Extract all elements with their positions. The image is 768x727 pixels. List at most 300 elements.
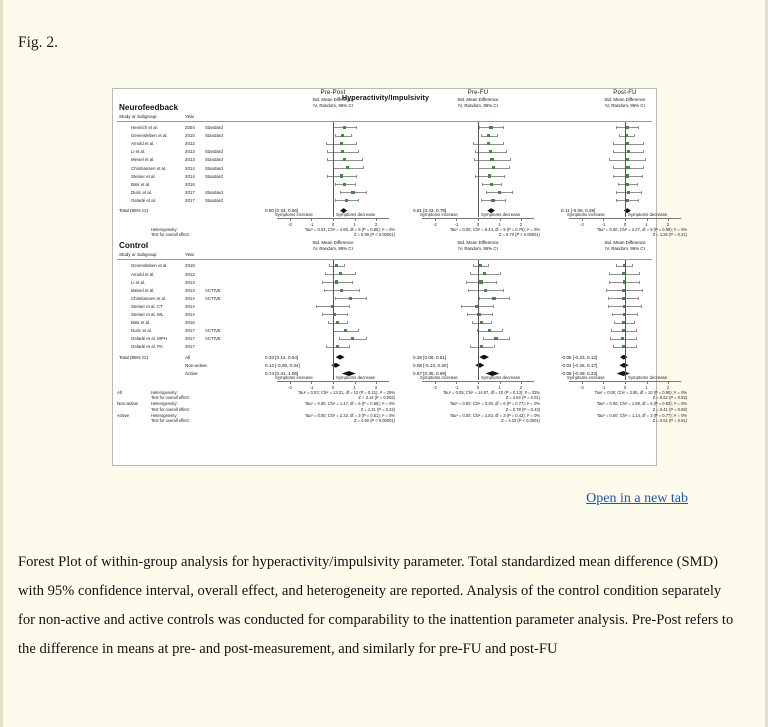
ci-cap (494, 345, 495, 348)
column-subtitle-2: IV, Random, 95% CI (458, 102, 498, 108)
study-marker (491, 199, 494, 202)
axis-tick-label: -2 (433, 384, 437, 390)
axis-caption-left: Symptoms increase (420, 374, 458, 380)
study-marker (494, 337, 497, 340)
total-subgroup: All (185, 354, 191, 360)
study-name: Bink et al. (131, 320, 151, 326)
column-subtitle-1: Std. Mean Difference (312, 240, 354, 246)
study-name: Li et al. (131, 279, 146, 285)
study-name: Arnold et al. (131, 141, 155, 147)
ci-cap (355, 272, 356, 275)
axis-tick-label: 0 (623, 384, 627, 390)
overall-effect-stat-prepost: Z = 4.50 (P < 0.00001) (353, 417, 395, 423)
ci-cap (641, 305, 642, 308)
ci-cap (366, 191, 367, 194)
ci-cap (608, 297, 609, 300)
ci-cap (616, 126, 617, 129)
study-condition: ACTIVE (205, 336, 221, 342)
ci-cap (461, 305, 462, 308)
study-marker (489, 150, 492, 153)
ci-cap (322, 281, 323, 284)
ci-cap (326, 345, 327, 348)
study-year: 2016 (185, 181, 195, 187)
ci-cap (636, 337, 637, 340)
study-marker (343, 126, 346, 129)
effect-estimate-prefu: 0.08 [-0.13, 0.30] (413, 362, 448, 368)
axis-tick-label: 1 (645, 221, 648, 227)
axis-caption-right: Symptoms decrease (481, 374, 521, 380)
ci-cap (351, 134, 352, 137)
study-year: 2013 (185, 279, 195, 285)
study-marker (626, 158, 629, 161)
ci-cap (327, 150, 328, 153)
ci-cap (509, 297, 510, 300)
effect-estimate-postfu: 0.11 [-0.06, 0.28] (561, 208, 596, 213)
ci-cap (643, 142, 644, 145)
study-marker (626, 183, 629, 186)
study-marker (480, 345, 483, 348)
study-name: Christiansen et al. (131, 295, 167, 301)
ci-cap (328, 321, 329, 324)
study-year: 2014 (185, 295, 195, 301)
ci-cap (356, 142, 357, 145)
ci-cap (639, 272, 640, 275)
ci-cap (506, 150, 507, 153)
axis-caption-left: Symptoms increase (275, 374, 313, 380)
ci-cap (610, 337, 611, 340)
study-marker (343, 158, 346, 161)
ci-cap (642, 175, 643, 178)
summary-diamond (475, 363, 484, 368)
column-header-prepost (273, 91, 393, 108)
study-marker (340, 289, 343, 292)
study-year: 2014 (185, 173, 195, 179)
study-marker (335, 280, 338, 283)
column-title: Pre-FU (467, 90, 489, 96)
axis-tick-label: -1 (454, 384, 459, 390)
ci-cap (613, 175, 614, 178)
total-label: Total (95% CI) (119, 208, 149, 213)
axis-caption-right: Symptoms decrease (481, 211, 521, 217)
ci-cap (481, 199, 482, 202)
total-subgroup: Non-active (185, 362, 207, 368)
summary-diamond (336, 355, 345, 360)
axis-caption-right: Symptoms decrease (336, 374, 376, 380)
overall-effect-stat-postfu: Z = 0.51 (P = 0.61) (652, 417, 687, 423)
heterogeneity-label: Heterogeneity: (151, 412, 178, 418)
study-marker (335, 264, 338, 267)
ci-cap (363, 166, 364, 169)
axis-tick-label: 0 (476, 384, 480, 390)
study-condition: Standard (205, 197, 223, 203)
axis-tick-label: 2 (374, 221, 378, 227)
axis-tick-label: 1 (498, 384, 501, 390)
ci-cap (501, 183, 502, 186)
ci-cap (638, 199, 639, 202)
study-condition: Standard (205, 165, 223, 171)
ci-cap (467, 313, 468, 316)
overall-effect-stat-prefu: Z = 4.10 (P < 0.0001) (501, 417, 540, 423)
study-year: 2013 (185, 149, 195, 155)
ci-cap (349, 305, 350, 308)
zero-line (333, 122, 334, 217)
stats-subgroup-label: All (117, 390, 122, 396)
study-marker (489, 126, 492, 129)
column-header-postfu (565, 240, 685, 251)
study-marker (626, 174, 629, 177)
ci-cap (358, 150, 359, 153)
ci-cap (636, 329, 637, 332)
column-title: Pre-Post (320, 90, 346, 96)
ci-cap (510, 158, 511, 161)
overall-effect-stat-prefu: Z = 6.70 (P < 0.00001) (498, 232, 540, 238)
study-marker (341, 134, 344, 137)
study-name: Meisel et al. (131, 287, 155, 293)
column-title: Post-FU (613, 90, 637, 96)
ci-cap (503, 126, 504, 129)
summary-diamond (620, 355, 628, 360)
effect-estimate-prepost: 0.33 [0.12, 0.54] (265, 354, 299, 360)
study-marker (626, 166, 629, 169)
heterogeneity-label: Heterogeneity: (151, 401, 178, 407)
axis-caption-right: Symptoms decrease (628, 211, 668, 217)
study-name: Meisel et al. (131, 157, 155, 163)
column-subtitle-1: Std. Mean Difference (604, 240, 646, 246)
ci-cap (472, 321, 473, 324)
axis-caption-left: Symptoms increase (567, 211, 605, 217)
figure-label: Fig. 2. (18, 34, 59, 51)
ci-cap (618, 183, 619, 186)
axis-tick-label: -2 (288, 221, 292, 227)
study-marker (483, 272, 486, 275)
column-subtitle-2: IV, Random, 95% CI (313, 102, 353, 108)
axis-tick-label: 0 (623, 221, 627, 227)
ci-cap (482, 183, 483, 186)
study-marker (479, 264, 482, 267)
header-study-or-subgroup: Study or Subgroup (119, 114, 157, 119)
ci-cap (614, 321, 615, 324)
study-marker (488, 329, 491, 332)
ci-cap (609, 272, 610, 275)
effect-estimate-prepost: 0.74 [0.41, 1.06] (265, 370, 299, 376)
zero-line (625, 260, 626, 380)
study-marker (344, 329, 347, 332)
study-condition: Standard (205, 125, 223, 130)
ci-cap (340, 191, 341, 194)
header-rule (117, 259, 652, 260)
effect-estimate-postfu: -0.04 [-0.26, 0.17] (561, 362, 598, 368)
study-year: 2012 (185, 271, 195, 277)
heterogeneity-stat-postfu: Tau² = 0.00; Chi² = 3.85, df = 10 (P = 0.95); I² = 0% (594, 390, 687, 396)
ci-cap (466, 281, 467, 284)
heterogeneity-stat-postfu: Tau² = 0.00; Chi² = 1.88, df = 6 (P = 0.93); I² = 0% (596, 401, 687, 407)
ci-cap (359, 289, 360, 292)
ci-cap (316, 305, 317, 308)
ci-cap (491, 321, 492, 324)
heterogeneity-stat-prepost: Tau² = 0.03; Chi² = 13.31, df = 10 (P = 0.21); I² = 25% (298, 390, 395, 396)
study-name: Geladé et al. PA (131, 344, 163, 350)
ci-cap (339, 337, 340, 340)
axis-tick-label: -1 (454, 221, 459, 227)
study-name: Li et al. (131, 149, 146, 155)
study-condition: Standard (205, 173, 223, 179)
study-year: 2012 (185, 141, 195, 147)
study-year: 2014 (185, 303, 195, 309)
axis-tick-label: 0 (331, 384, 335, 390)
ci-cap (497, 134, 498, 137)
open-in-new-tab-link[interactable]: Open in a new tab (586, 491, 688, 506)
heterogeneity-stat-prepost: Tau² = 0.03; Chi² = 4.86, df = 9 (P = 0.85); I² = 0% (304, 227, 395, 233)
ci-cap (637, 183, 638, 186)
axis-tick-label: 2 (666, 221, 670, 227)
figure-caption: Forest Plot of within-group analysis for hyperactivity/impulsivity parameter. Total standardized mean difference (SMD) with 95% confidence interval, overall effect, and heterogeneity are reported. Analysis of the control condition separately for non-active and active controls was conducted for comparability to the inattention parameter analysis. Pre-Post refers to the difference in means at pre- and post-measurement, and similarly for pre-FU and post-FU (18, 554, 734, 657)
study-marker (351, 337, 354, 340)
overall-effect-stat-postfu: Z = 0.62 (P = 0.53) (652, 395, 687, 401)
ci-cap (326, 142, 327, 145)
zero-line (478, 260, 479, 380)
total-label: Total (95% CI) (119, 354, 149, 360)
effect-estimate-prepost: 0.50 [0.33, 0.66] (265, 208, 299, 213)
ci-cap (496, 281, 497, 284)
ci-cap (473, 142, 474, 145)
axis-tick-label: 2 (519, 221, 523, 227)
study-marker (341, 150, 344, 153)
ci-cap (502, 329, 503, 332)
ci-cap (475, 175, 476, 178)
ci-cap (637, 313, 638, 316)
ci-cap (335, 297, 336, 300)
ci-cap (505, 199, 506, 202)
chart-title: Hyperactivity/Impulsivity (341, 93, 430, 102)
ci-cap (643, 150, 644, 153)
ci-cap (611, 329, 612, 332)
axis-tick-label: 0 (476, 221, 480, 227)
ci-cap (327, 175, 328, 178)
ci-cap (509, 166, 510, 169)
ci-cap (366, 297, 367, 300)
study-name: Gevensleben et al. (131, 263, 168, 269)
axis-tick-label: 1 (353, 221, 356, 227)
ci-cap (632, 264, 633, 267)
axis-tick-label: 2 (666, 384, 670, 390)
study-marker (339, 272, 342, 275)
ci-cap (344, 264, 345, 267)
heterogeneity-stat-postfu: Tau² = 0.00; Chi² = 1.14, df = 3 (P = 0.77); I² = 0% (596, 412, 687, 418)
zero-line (625, 122, 626, 217)
study-marker (487, 142, 490, 145)
ci-cap (613, 142, 614, 145)
column-subtitle-1: Std. Mean Difference (457, 240, 499, 246)
column-header-prefu (418, 91, 538, 108)
axis-caption-left: Symptoms increase (275, 211, 313, 217)
ci-cap (613, 345, 614, 348)
heterogeneity-stat-prepost: Tau² = 0.00; Chi² = 2.32, df = 3 (P = 0.51); I² = 0% (304, 412, 395, 418)
overall-effect-stat-prepost: Z = 3.14 (P = 0.002) (358, 395, 395, 401)
study-condition: Standard (205, 133, 223, 139)
study-marker (336, 345, 339, 348)
overall-effect-label: Test for overall effect: (151, 406, 190, 412)
forest-plot-figure (112, 88, 687, 466)
ci-cap (492, 313, 493, 316)
header-rule (117, 121, 652, 122)
ci-cap (645, 158, 646, 161)
heterogeneity-stat-prefu: Tau² = 0.00; Chi² = 2.83, df = 3 (P = 0.42); I² = 0% (449, 412, 540, 418)
column-header-postfu (565, 91, 685, 108)
study-marker (349, 297, 352, 300)
total-subgroup: Active (185, 370, 198, 376)
ci-cap (638, 126, 639, 129)
effect-estimate-prefu: 0.67 [0.35, 0.99] (413, 370, 447, 376)
ci-cap (486, 191, 487, 194)
study-year: 2014 (185, 165, 195, 171)
column-subtitle-1: Std. Mean Difference (604, 97, 646, 103)
study-name: Geladé et al. MPH (131, 336, 167, 342)
ci-cap (356, 175, 357, 178)
axis-caption-right: Symptoms decrease (336, 211, 376, 217)
overall-effect-stat-prepost: Z = 1.21 (P = 0.23) (360, 406, 395, 412)
study-marker (498, 191, 501, 194)
column-header-prefu (418, 240, 538, 251)
study-marker (343, 183, 346, 186)
study-marker (479, 280, 482, 283)
column-subtitle-2: IV, Random, 95% CI (313, 245, 353, 251)
axis-tick-label: -1 (601, 384, 606, 390)
axis-tick-label: 2 (374, 384, 378, 390)
study-year: 2017 (185, 189, 195, 195)
study-name: Bink et al. (131, 181, 151, 187)
ci-cap (612, 313, 613, 316)
ci-cap (325, 272, 326, 275)
ci-cap (358, 199, 359, 202)
ci-cap (475, 150, 476, 153)
study-marker (490, 158, 493, 161)
ci-cap (479, 126, 480, 129)
study-year: 2016 (185, 320, 195, 326)
ci-cap (616, 264, 617, 267)
study-marker (621, 337, 624, 340)
study-marker (340, 174, 343, 177)
axis-caption-left: Symptoms increase (567, 374, 605, 380)
heterogeneity-label: Heterogeneity: (151, 390, 178, 396)
study-marker (345, 199, 348, 202)
ci-cap (634, 321, 635, 324)
effect-estimate-prepost: 0.13 [-0.08, 0.34] (265, 362, 300, 368)
ci-cap (636, 345, 637, 348)
axis-tick-label: 1 (498, 221, 501, 227)
column-subtitle-2: IV, Random, 95% CI (605, 245, 645, 251)
ci-cap (470, 272, 471, 275)
ci-cap (355, 183, 356, 186)
ci-cap (468, 289, 469, 292)
ci-cap (347, 313, 348, 316)
stats-subgroup-label: Active (117, 412, 129, 418)
study-condition: Standard (205, 157, 223, 163)
ci-cap (613, 166, 614, 169)
column-header-prepost (273, 240, 393, 251)
zero-line (333, 260, 334, 380)
ci-cap (512, 191, 513, 194)
study-marker (488, 174, 491, 177)
study-marker (492, 297, 495, 300)
ci-cap (366, 337, 367, 340)
heterogeneity-stat-prefu: Tau² = 0.05; Chi² = 14.97, df = 10 (P = 0.13); I² = 33% (443, 390, 540, 396)
study-name: Christiansen et al. (131, 165, 167, 171)
ci-cap (349, 345, 350, 348)
study-name: Steiner et al. WL (131, 312, 164, 317)
heterogeneity-label: Heterogeneity: (151, 227, 178, 233)
ci-cap (638, 297, 639, 300)
axis-tick-label: -2 (580, 221, 584, 227)
study-name: Steiner et al. CT (131, 303, 163, 309)
study-name: Duric et al. (131, 189, 152, 195)
ci-cap (335, 199, 336, 202)
header-study-or-subgroup: Study or Subgroup (119, 252, 157, 258)
ci-cap (347, 321, 348, 324)
ci-cap (616, 199, 617, 202)
study-name: Steiner et al. (131, 173, 156, 179)
study-name: Heinrich et al. (131, 125, 158, 130)
ci-cap (335, 183, 336, 186)
study-year: 2017 (185, 344, 195, 350)
axis-tick-label: -1 (309, 221, 314, 227)
study-name: Arnold et al. (131, 271, 155, 277)
axis-tick-label: -1 (309, 384, 314, 390)
ci-cap (613, 150, 614, 153)
heterogeneity-stat-prefu: Tau² = 0.00; Chi² = 3.30, df = 6 (P = 0.77); I² = 0% (449, 401, 540, 407)
axis-tick-label: -2 (433, 221, 437, 227)
study-year: 2017 (185, 328, 195, 334)
ci-cap (327, 158, 328, 161)
study-name: Duric et al. (131, 328, 152, 334)
ci-cap (642, 289, 643, 292)
study-year: 2010 (185, 263, 195, 269)
column-subtitle-1: Std. Mean Difference (457, 97, 499, 103)
effect-estimate-postfu: -0.08 [-0.39, 0.23] (561, 370, 598, 376)
summary-diamond (479, 355, 489, 360)
overall-effect-stat-postfu: Z = 1.25 (P = 0.21) (652, 232, 687, 238)
study-marker (627, 150, 630, 153)
study-year: 2017 (185, 336, 195, 342)
heterogeneity-stat-postfu: Tau² = 0.00; Chi² = 2.27, df = 9 (P = 0.99); I² = 0% (596, 227, 687, 233)
axis-tick-label: 1 (353, 384, 356, 390)
effect-estimate-prefu: 0.61 [0.43, 0.79] (413, 208, 447, 213)
effect-estimate-postfu: -0.06 [-0.23, 0.12] (561, 354, 598, 360)
ci-cap (619, 134, 620, 137)
column-subtitle-2: IV, Random, 95% CI (605, 102, 645, 108)
study-condition: ACTIVE (205, 287, 221, 293)
overall-effect-stat-postfu: Z = 0.41 (P = 0.68) (652, 406, 687, 412)
overall-effect-label: Test for overall effect: (151, 417, 190, 423)
column-subtitle-2: IV, Random, 95% CI (458, 245, 498, 251)
ci-cap (362, 158, 363, 161)
ci-cap (322, 313, 323, 316)
study-year: 2010 (185, 133, 195, 139)
ci-cap (500, 272, 501, 275)
stats-subgroup-label: Non-active (117, 401, 138, 407)
study-marker (336, 321, 339, 324)
study-marker (340, 142, 343, 145)
ci-cap (356, 126, 357, 129)
overall-effect-stat-prepost: Z = 5.98 (P < 0.00001) (353, 232, 395, 238)
ci-cap (488, 264, 489, 267)
axis-caption-right: Symptoms decrease (628, 374, 668, 380)
group-label-neurofeedback: Neurofeedback (119, 103, 179, 112)
ci-cap (335, 134, 336, 137)
study-marker (480, 321, 483, 324)
axis-tick-label: 0 (331, 221, 335, 227)
study-condition: ACTIVE (205, 328, 221, 334)
study-marker (346, 166, 349, 169)
